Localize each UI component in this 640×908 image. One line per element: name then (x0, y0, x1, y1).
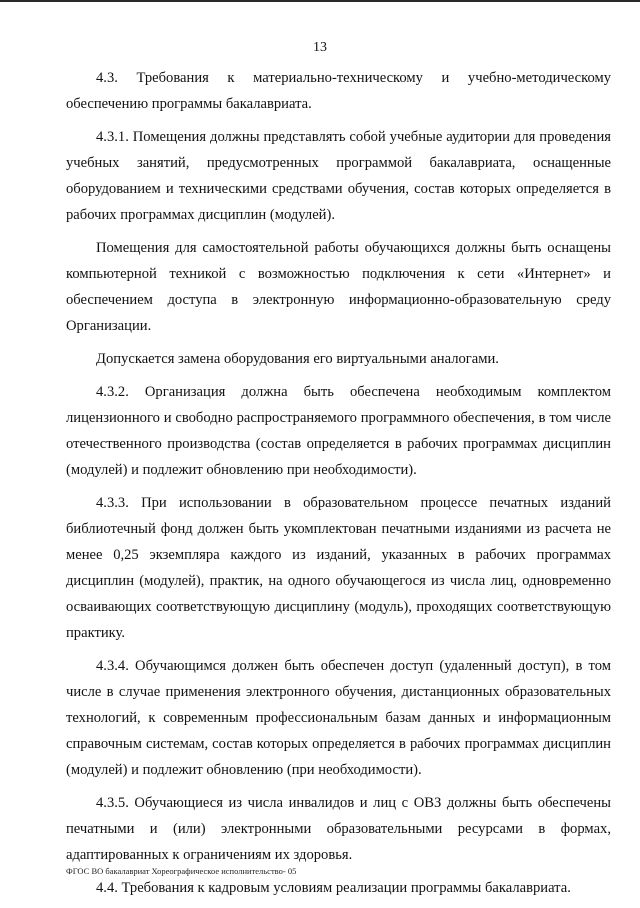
paragraph-4-3-4: 4.3.4. Обучающимся должен быть обеспечен доступ (удаленный доступ), в том числе в случае применения электронного обучения, дистанционных образовательных технологий, к современным профессиональным базам данных и информационным справочным системам, состав которых определяется в рабочих программах дисциплин (модулей) и подлежит обновлению (при необходимости). (66, 658, 611, 778)
paragraph-virtual-analogs: Допускается замена оборудования его виртуальными аналогами. (96, 351, 499, 367)
paragraph-4-3-5: 4.3.5. Обучающиеся из числа инвалидов и лиц с ОВЗ должны быть обеспечены печатными и (или) электронными образовательными ресурсами в формах, адаптированных к ограничениям их здоровья. (66, 795, 611, 863)
paragraph-self-study-rooms: Помещения для самостоятельной работы обучающихся должны быть оснащены компьютерной техникой с возможностью подключения к сети «Интернет» и обеспечением доступа в электронную информационно-образовательную среду Организации. (66, 240, 611, 334)
paragraph-4-3-2: 4.3.2. Организация должна быть обеспечена необходимым комплектом лицензионного и свободно распространяемого программного обеспечения, в том числе отечественного производства (состав определяется в рабочих программах дисциплин (модулей) и подлежит обновлению при необходимости). (66, 384, 611, 478)
document-body (66, 65, 611, 908)
paragraph-4-3: 4.3. Требования к материально-техническому и учебно-методическому обеспечению программы бакалавриата. (66, 70, 611, 112)
paragraph-4-3-3: 4.3.3. При использовании в образовательном процессе печатных изданий библиотечный фонд должен быть укомплектован печатными изданиями из расчета не менее 0,25 экземпляра каждого из изданий, указанных в рабочих программах дисциплин (модулей), практик, на одного обучающегося из числа лиц, одновременно осваивающих соответствующую дисциплину (модуль), проходящих соответствующую практику. (66, 495, 611, 641)
scan-edge-line (0, 0, 640, 2)
page-number: 13 (313, 40, 327, 55)
paragraph-4-4: 4.4. Требования к кадровым условиям реализации программы бакалавриата. (96, 880, 571, 896)
paragraph-4-3-1: 4.3.1. Помещения должны представлять собой учебные аудитории для проведения учебных занятий, предусмотренных программой бакалавриата, оснащенные оборудованием и техническими средствами обучения, состав которых определяется в рабочих программах дисциплин (модулей). (66, 129, 611, 223)
document-footer: ФГОС ВО бакалавриат Хореографическое исполнительство- 05 (66, 866, 297, 876)
